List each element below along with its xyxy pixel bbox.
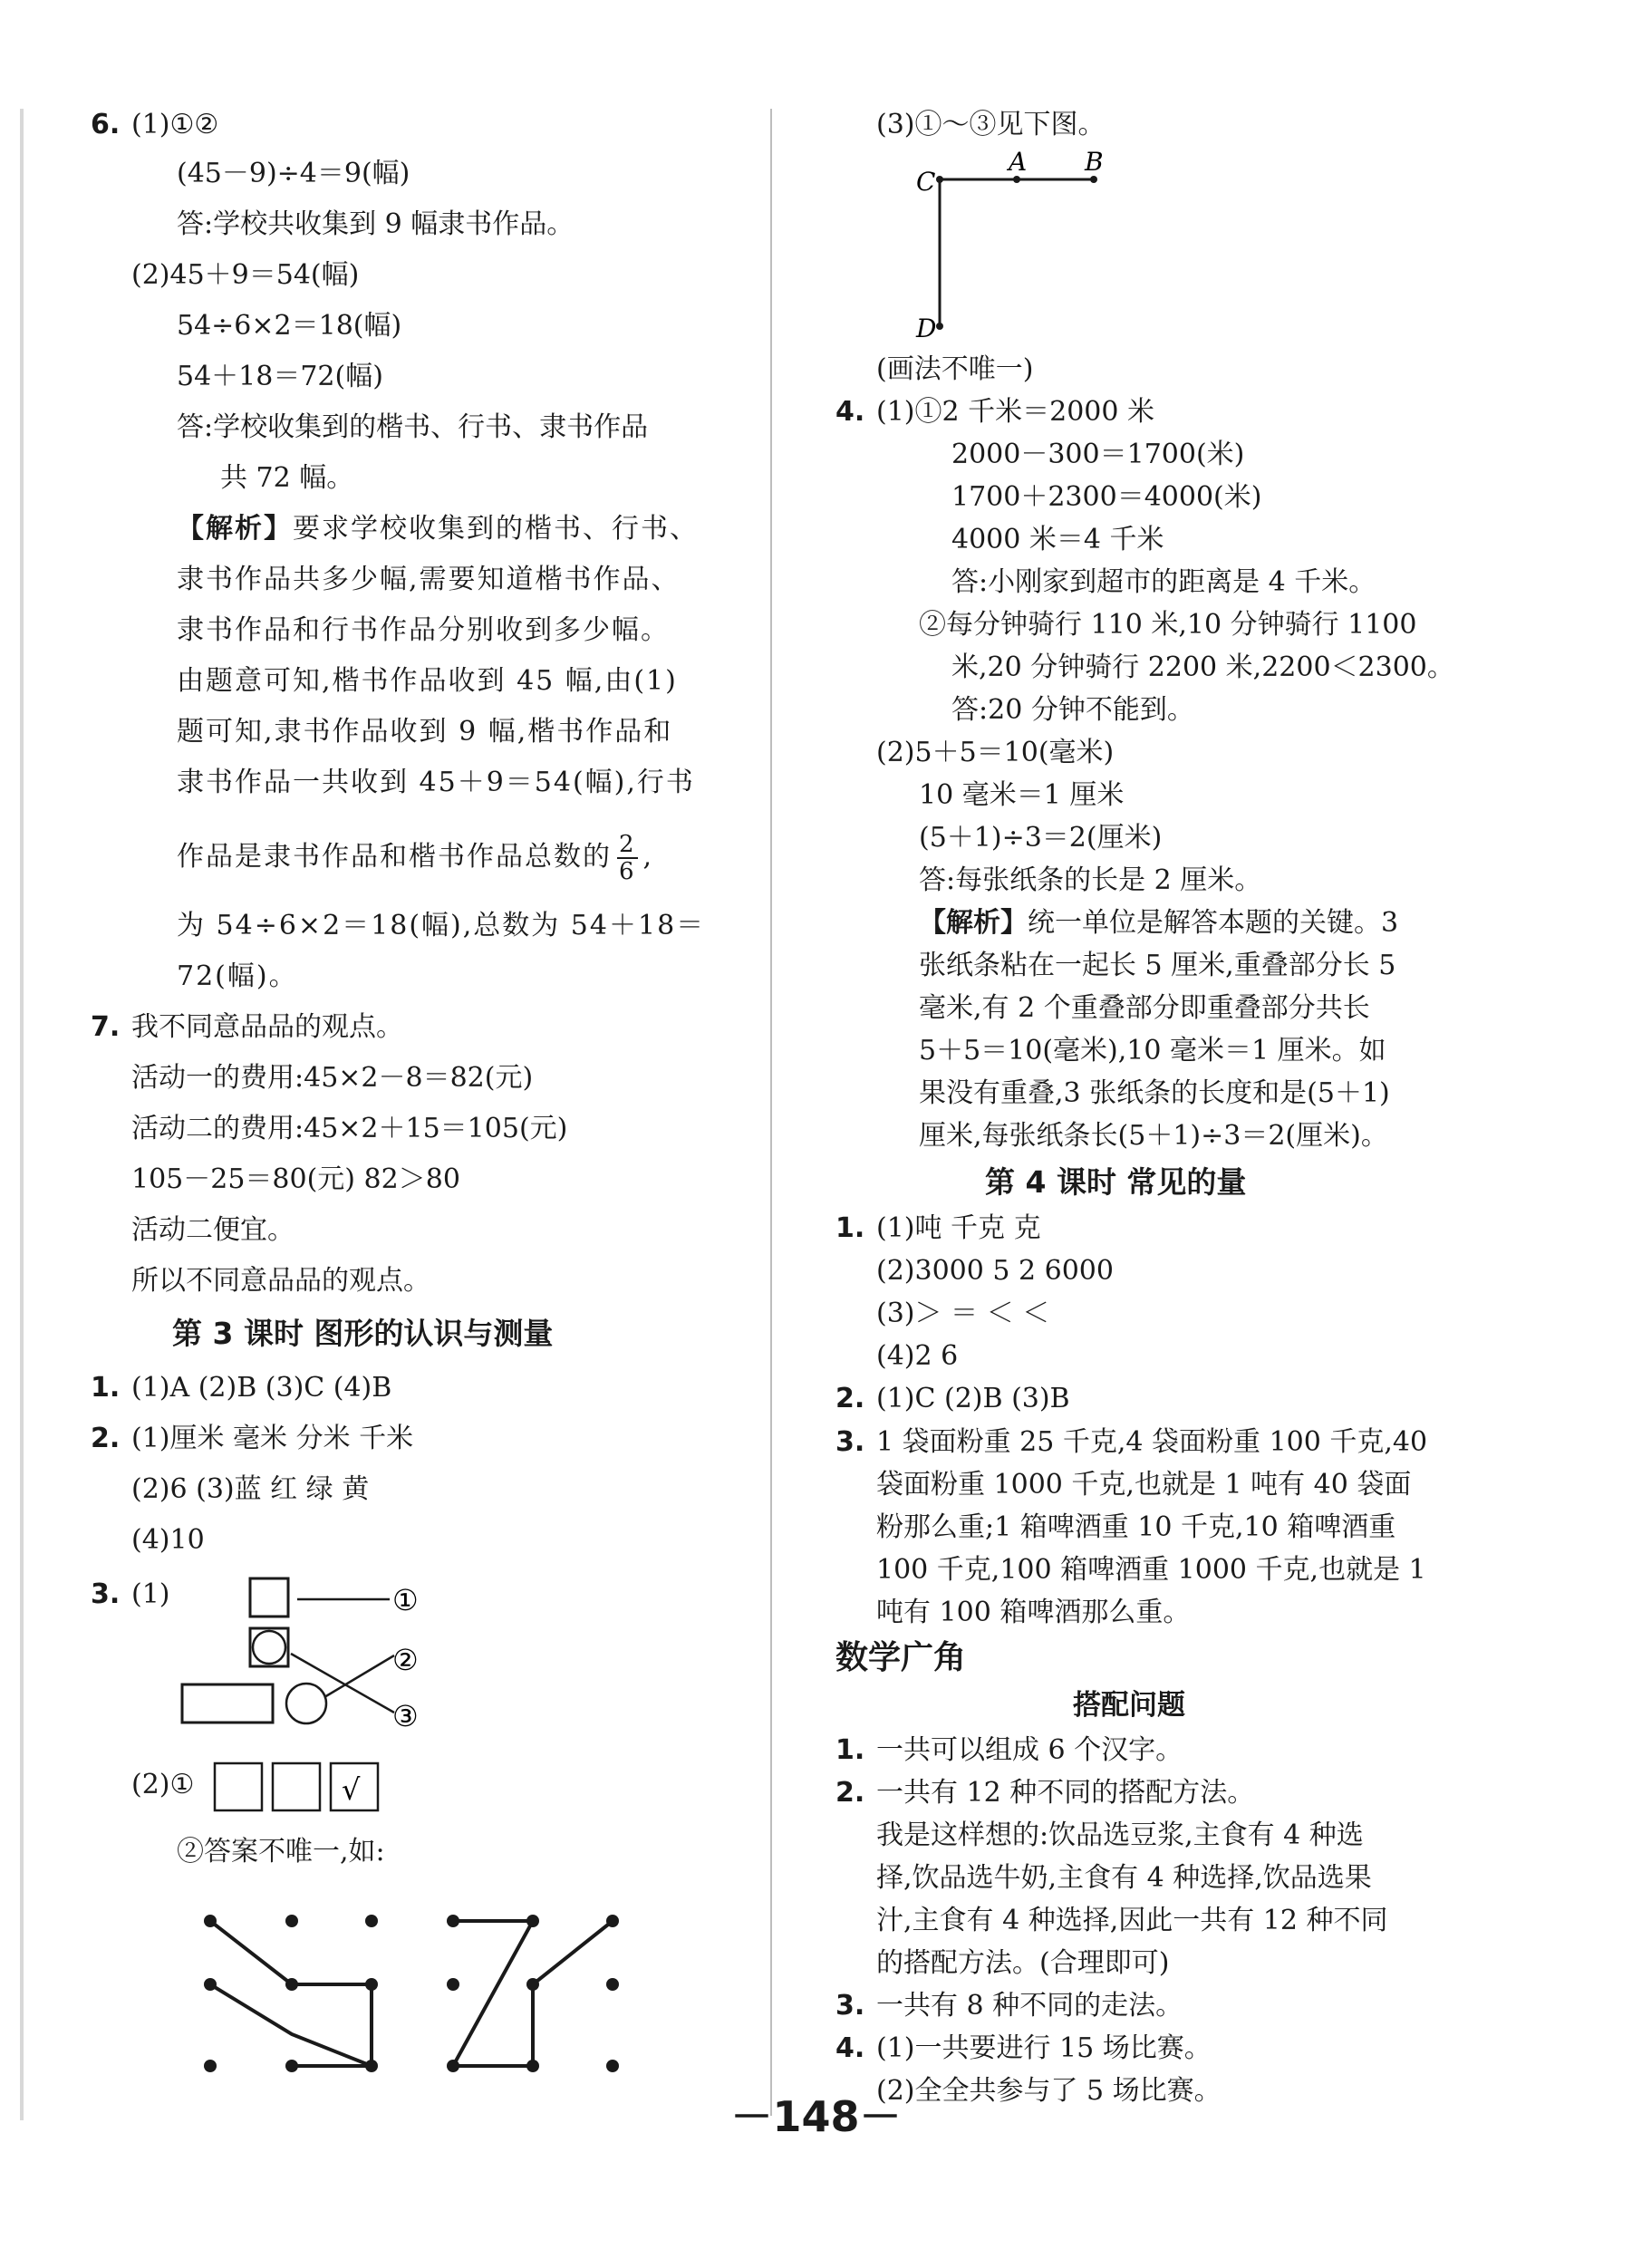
analysis-tag: 【解析】 — [177, 513, 293, 545]
answer-line: 我是这样想的:饮品选豆浆,主食有 4 种选 — [876, 1819, 1364, 1851]
match-line — [324, 1655, 394, 1697]
analysis-line: 由题意可知,楷书作品收到 45 幅,由(1) — [177, 665, 678, 697]
match-mark-2: ② — [392, 1643, 419, 1677]
dot-grid-left — [204, 1915, 378, 2072]
analysis-line: 果没有重叠,3 张纸条的长度和是(5＋1) — [919, 1077, 1390, 1109]
answer-line: (2)① — [131, 1769, 195, 1800]
drawn-path — [453, 1921, 613, 2066]
answer-line: 活动二的费用:45×2＋15＝105(元) — [131, 1113, 568, 1144]
answer-line: 4000 米＝4 千米 — [951, 524, 1164, 555]
answer-line: (1)厘米 毫米 分米 千米 — [131, 1423, 414, 1454]
column-divider — [770, 109, 772, 2116]
grid-dot — [606, 1978, 619, 1991]
answer-line: (3)①～③见下图。 — [876, 109, 1106, 140]
analysis-text: , — [642, 841, 654, 873]
page-number: －148－ — [730, 2092, 902, 2141]
question-number: 2. — [835, 1777, 865, 1809]
answer-line: 答:每张纸条的长是 2 厘米。 — [919, 864, 1262, 896]
check-mark: √ — [342, 1772, 361, 1807]
grid-dot — [204, 2060, 217, 2072]
answer-line: 1 袋面粉重 25 千克,4 袋面粉重 100 千克,40 — [876, 1426, 1428, 1458]
grid-dot — [365, 1915, 378, 1927]
answer-line: 共 72 幅。 — [220, 462, 354, 494]
point-b — [1090, 176, 1097, 183]
analysis-line: 隶书作品共多少幅,需要知道楷书作品、 — [177, 564, 681, 595]
grid-dot — [606, 2060, 619, 2072]
lesson-3-heading: 第 3 课时 图形的认识与测量 — [172, 1316, 554, 1351]
answer-line: (4)10 — [131, 1524, 205, 1556]
answer-line: (1)C (2)B (3)B — [876, 1383, 1070, 1414]
question-number: 2. — [835, 1383, 865, 1414]
grid-dot — [526, 1978, 539, 1991]
grid-dot — [285, 1915, 298, 1927]
answer-line: (1) — [131, 1578, 170, 1610]
label-c: C — [916, 167, 936, 197]
point-d — [936, 323, 943, 330]
answer-line: (5＋1)÷3＝2(厘米) — [919, 822, 1163, 854]
grid-dot — [285, 2060, 298, 2072]
question-number: 6. — [91, 109, 121, 140]
answer-line: 答:学校共收集到 9 幅隶书作品。 — [177, 208, 575, 240]
math-corner-heading: 数学广角 — [835, 1639, 967, 1676]
question-number: 2. — [91, 1423, 121, 1454]
fraction — [617, 832, 638, 884]
answer-line: (2)3000 5 2 6000 — [876, 1255, 1114, 1287]
question-number: 7. — [91, 1011, 121, 1043]
answer-line: (45－9)÷4＝9(幅) — [177, 158, 410, 189]
point-c — [936, 176, 943, 183]
circle-shape — [286, 1684, 326, 1723]
analysis-text: 作品是隶书作品和楷书作品总数的 — [177, 841, 612, 873]
answer-line: (1)①② — [131, 109, 219, 140]
analysis-line — [177, 511, 699, 547]
answer-box — [215, 1763, 262, 1810]
fraction-numerator: 2 — [619, 831, 636, 858]
grid-dot — [606, 1915, 619, 1927]
analysis-line: 隶书作品一共收到 45＋9＝54(幅),行书 — [177, 767, 695, 798]
answer-line: 10 毫米＝1 厘米 — [919, 779, 1125, 811]
answer-line: 所以不同意品品的观点。 — [131, 1265, 430, 1297]
grid-dot — [285, 1978, 298, 1991]
answer-line: 答:学校收集到的楷书、行书、隶书作品 — [177, 411, 649, 443]
grid-dot — [365, 1978, 378, 1991]
answer-line: 答:小刚家到超市的距离是 4 千米。 — [951, 566, 1376, 598]
question-number: 1. — [91, 1372, 121, 1404]
line-segment-figure — [913, 145, 1148, 344]
question-number: 3. — [835, 1990, 865, 2022]
analysis-line: 厘米,每张纸条长(5＋1)÷3＝2(厘米)。 — [919, 1120, 1388, 1152]
analysis-line: 张纸条粘在一起长 5 厘米,重叠部分长 5 — [919, 950, 1396, 981]
answer-line: (2)6 (3)蓝 红 绿 黄 — [131, 1473, 370, 1505]
answer-line: 吨有 100 箱啤酒那么重。 — [876, 1597, 1191, 1628]
question-number: 1. — [835, 1734, 865, 1766]
square-with-circle-shape — [250, 1628, 288, 1666]
answer-line: (2)45＋9＝54(幅) — [131, 259, 360, 291]
analysis-line: 72(幅)。 — [177, 960, 298, 992]
answer-note: (画法不唯一) — [876, 353, 1034, 385]
grid-dot — [365, 2060, 378, 2072]
answer-line: 活动二便宜。 — [131, 1214, 295, 1246]
answer-line: (1)吨 千克 克 — [876, 1212, 1041, 1244]
answer-line: 活动一的费用:45×2－8＝82(元) — [131, 1062, 534, 1094]
label-b: B — [1085, 147, 1104, 177]
point-a — [1013, 176, 1020, 183]
analysis-line: 隶书作品和行书作品分别收到多少幅。 — [177, 614, 670, 646]
grid-dot — [526, 2060, 539, 2072]
answer-line: 54÷6×2＝18(幅) — [177, 310, 402, 342]
question-number: 4. — [835, 396, 865, 428]
answer-line: 一共可以组成 6 个汉字。 — [876, 1734, 1183, 1766]
page-edge — [20, 109, 24, 2120]
answer-line: 答:20 分钟不能到。 — [951, 694, 1194, 726]
answer-line: 的搭配方法。(合理即可) — [876, 1947, 1170, 1979]
grid-dot — [447, 1978, 459, 1991]
analysis-line: 5＋5＝10(毫米),10 毫米＝1 厘米。如 — [919, 1035, 1386, 1066]
dot-grid-right — [447, 1915, 619, 2072]
answer-line: 袋面粉重 1000 千克,也就是 1 吨有 40 袋面 — [876, 1469, 1412, 1501]
answer-line: (4)2 6 — [876, 1340, 959, 1372]
answer-line: 105－25＝80(元) 82＞80 — [131, 1163, 460, 1195]
answer-line: 100 千克,100 箱啤酒重 1000 千克,也就是 1 — [876, 1554, 1426, 1586]
analysis-line-fraction — [177, 832, 653, 884]
answer-line: 54＋18＝72(幅) — [177, 361, 383, 392]
answer-line: (1)一共要进行 15 场比赛。 — [876, 2032, 1212, 2064]
grid-dot — [447, 2060, 459, 2072]
analysis-text: 统一单位是解答本题的关键。3 — [1028, 907, 1399, 939]
question-number: 3. — [91, 1578, 121, 1610]
answer-line: ②每分钟骑行 110 米,10 分钟骑行 1100 — [919, 609, 1417, 641]
answer-line: 一共有 8 种不同的走法。 — [876, 1990, 1183, 2022]
analysis-line: 为 54÷6×2＝18(幅),总数为 54＋18＝ — [177, 910, 706, 941]
grid-dot — [204, 1978, 217, 1991]
lesson-4-heading: 第 4 课时 常见的量 — [985, 1164, 1247, 1200]
analysis-line: 毫米,有 2 个重叠部分即重叠部分共长 — [919, 992, 1370, 1024]
dot-grid-drawings — [190, 1903, 734, 2084]
answer-line: (2)全全共参与了 5 场比赛。 — [876, 2075, 1222, 2107]
answer-line: (2)5＋5＝10(毫米) — [876, 737, 1115, 768]
answer-line: (3)＞ ＝ ＜ ＜ — [876, 1298, 1050, 1329]
fraction-denominator: 6 — [619, 858, 636, 885]
answer-line: ②答案不唯一,如: — [177, 1836, 385, 1867]
answer-line: 2000－300＝1700(米) — [951, 439, 1245, 470]
grid-dot — [204, 1915, 217, 1927]
answer-boxes — [213, 1758, 385, 1816]
label-d: D — [916, 314, 937, 343]
analysis-line: 题可知,隶书作品收到 9 幅,楷书作品和 — [177, 716, 673, 748]
match-mark-1: ① — [392, 1583, 419, 1617]
shape-matching-figure — [177, 1572, 539, 1744]
square-shape — [250, 1578, 288, 1617]
answer-line: (1)A (2)B (3)C (4)B — [131, 1372, 392, 1404]
answer-box — [273, 1763, 320, 1810]
answer-line: 我不同意品品的观点。 — [131, 1011, 403, 1043]
answer-line: 汁,主食有 4 种选择,因此一共有 12 种不同 — [876, 1905, 1388, 1936]
math-corner-subheading: 搭配问题 — [1073, 1689, 1185, 1722]
question-number: 1. — [835, 1212, 865, 1244]
question-number: 3. — [835, 1426, 865, 1458]
inner-circle-shape — [253, 1631, 285, 1664]
answer-line: 择,饮品选牛奶,主食有 4 种选择,饮品选果 — [876, 1862, 1372, 1894]
match-mark-3: ③ — [392, 1699, 419, 1733]
grid-dot — [526, 1915, 539, 1927]
analysis-text: 要求学校收集到的楷书、行书、 — [293, 513, 699, 545]
rectangle-shape — [182, 1684, 273, 1723]
grid-dot — [447, 1915, 459, 1927]
label-a: A — [1009, 147, 1028, 177]
analysis-tag: 【解析】 — [919, 907, 1028, 939]
answer-line: 粉那么重;1 箱啤酒重 10 千克,10 箱啤酒重 — [876, 1511, 1396, 1543]
drawn-path — [210, 1921, 372, 2066]
analysis-line — [919, 905, 1398, 941]
answer-line: 米,20 分钟骑行 2200 米,2200＜2300。 — [951, 651, 1454, 683]
drawn-path — [210, 1984, 372, 2066]
answer-line: 一共有 12 种不同的搭配方法。 — [876, 1777, 1255, 1809]
answer-line: (1)①2 千米＝2000 米 — [876, 396, 1155, 428]
question-number: 4. — [835, 2032, 865, 2064]
answer-line: 1700＋2300＝4000(米) — [951, 481, 1262, 513]
